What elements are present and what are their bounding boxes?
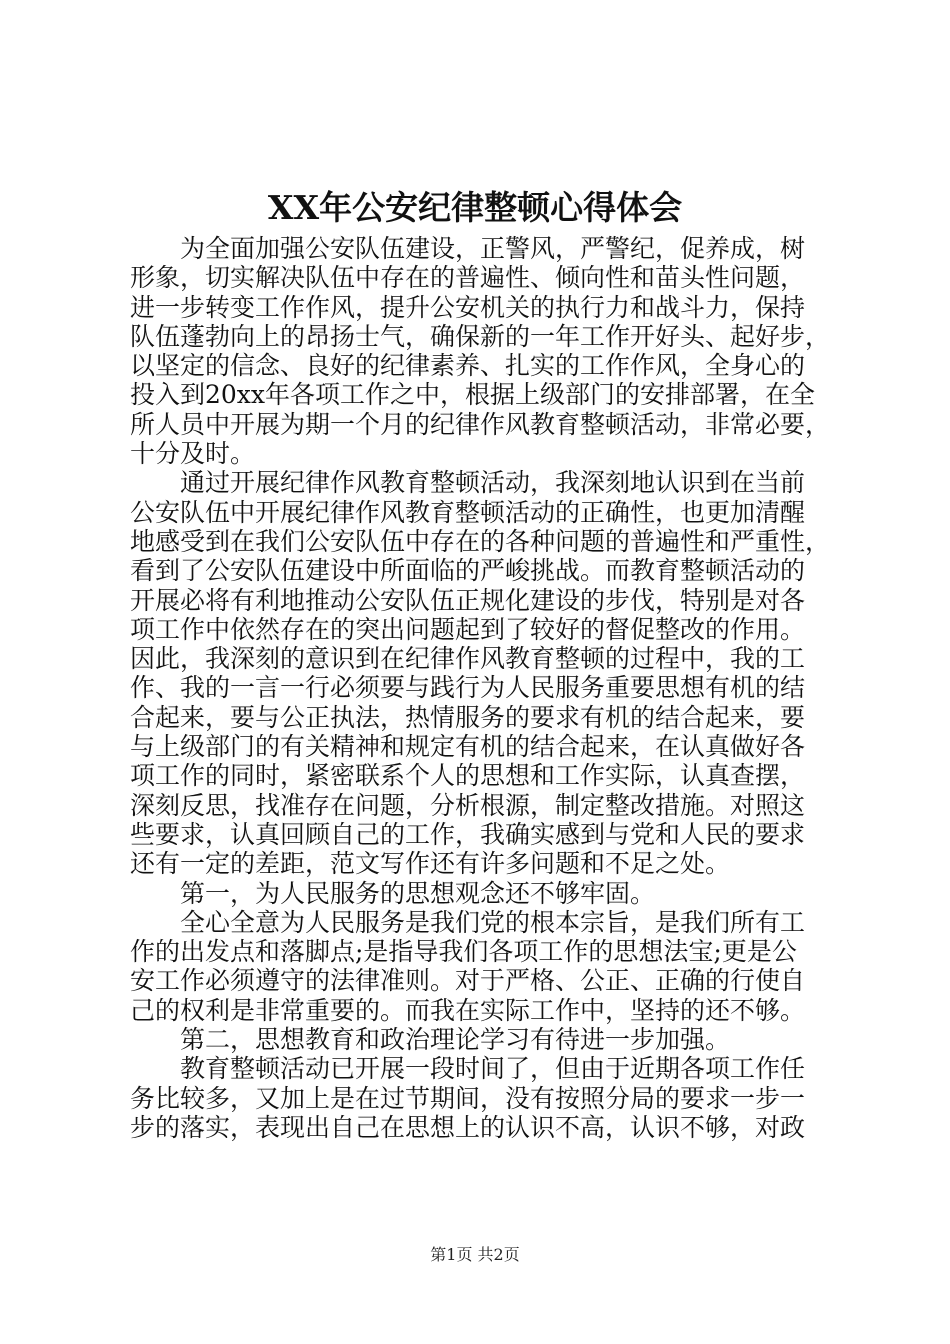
body-line: 形象，切实解决队伍中存在的普遍性、倾向性和苗头性问题， xyxy=(130,263,806,293)
body-line: 务比较多，又加上是在过节期间，没有按照分局的要求一步一 xyxy=(130,1083,806,1113)
document-title: XX年公安纪律整顿心得体会 xyxy=(267,188,683,227)
body-line: 与上级部门的有关精神和规定有机的结合起来，在认真做好各 xyxy=(130,732,806,762)
body-line: 十分及时。 xyxy=(130,439,256,469)
body-line: 些要求，认真回顾自己的工作，我确实感到与党和人民的要求 xyxy=(130,819,806,849)
body-line: 为全面加强公安队伍建设，正警风，严警纪，促养成，树 xyxy=(180,234,806,263)
body-line: 作的出发点和落脚点;是指导我们各项工作的思想法宝;更是公 xyxy=(130,937,797,967)
body-line: 己的权利是非常重要的。而我在实际工作中，坚持的还不够。 xyxy=(130,995,806,1025)
body-line: 队伍蓬勃向上的昂扬士气，确保新的一年工作开好头、起好步， xyxy=(130,321,831,351)
page-footer: 第1页 共2页 xyxy=(430,1245,520,1264)
body-line: 通过开展纪律作风教育整顿活动，我深刻地认识到在当前 xyxy=(180,468,806,498)
body-line: 全心全意为人民服务是我们党的根本宗旨，是我们所有工 xyxy=(180,907,806,937)
body-line: 步的落实，表现出自己在思想上的认识不高，认识不够，对政 xyxy=(130,1112,806,1142)
body-line: 开展必将有利地推动公安队伍正规化建设的步伐，特别是对各 xyxy=(130,585,806,615)
body-line: 地感受到在我们公安队伍中存在的各种问题的普遍性和严重性， xyxy=(130,526,831,556)
body-line: 合起来，要与公正执法，热情服务的要求有机的结合起来，要 xyxy=(130,702,806,732)
body-line: 看到了公安队伍建设中所面临的严峻挑战。而教育整顿活动的 xyxy=(130,556,806,586)
body-line: 第二，思想教育和政治理论学习有待进一步加强。 xyxy=(180,1025,731,1055)
body-line: 项工作中依然存在的突出问题起到了较好的督促整改的作用。 xyxy=(130,614,806,644)
body-line: 公安队伍中开展纪律作风教育整顿活动的正确性，也更加清醒 xyxy=(130,497,806,527)
body-line: 教育整顿活动已开展一段时间了，但由于近期各项工作任 xyxy=(180,1054,806,1084)
body-line: 因此，我深刻的意识到在纪律作风教育整顿的过程中，我的工 xyxy=(130,644,806,674)
body-line: 所人员中开展为期一个月的纪律作风教育整顿活动，非常必要， xyxy=(130,409,831,439)
body-line: 进一步转变工作作风，提升公安机关的执行力和战斗力，保持 xyxy=(130,292,806,322)
body-line: 投入到20xx年各项工作之中，根据上级部门的安排部署，在全 xyxy=(130,380,816,410)
body-line: 作、我的一言一行必须要与践行为人民服务重要思想有机的结 xyxy=(130,673,806,703)
body-line: 以坚定的信念、良好的纪律素养、扎实的工作作风，全身心的 xyxy=(130,351,806,381)
body-line: 深刻反思，找准存在问题，分析根源，制定整改措施。对照这 xyxy=(130,790,806,820)
body-line: 还有一定的差距，范文写作还有许多问题和不足之处。 xyxy=(130,849,731,879)
body-line: 第一，为人民服务的思想观念还不够牢固。 xyxy=(180,878,656,908)
body-line: 项工作的同时，紧密联系个人的思想和工作实际，认真查摆， xyxy=(130,761,806,791)
document-body xyxy=(130,234,830,1142)
body-line: 安工作必须遵守的法律准则。对于严格、公正、正确的行使自 xyxy=(130,966,806,996)
